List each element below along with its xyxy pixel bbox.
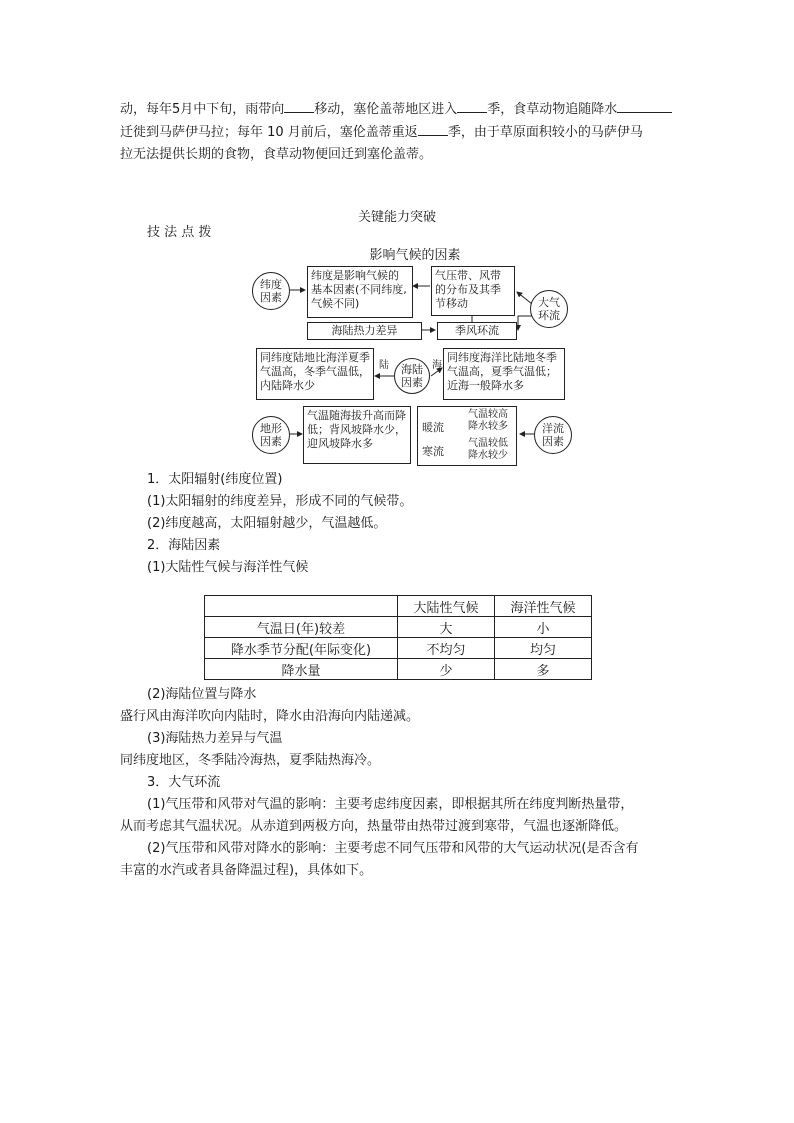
- table-cell: 小: [495, 617, 592, 638]
- intro-line-1: [120, 98, 672, 121]
- table-cell: 不均匀: [398, 638, 495, 659]
- point-2-1: (1)大陆性气候与海洋性气候: [147, 560, 309, 575]
- table-header-cell: 大陆性气候: [398, 596, 495, 617]
- land-effect-box: 同纬度陆地比海洋夏季气温高，冬季气温低，内陆降水少: [256, 348, 374, 400]
- point-2-3-text: 同纬度地区，冬季陆冷海热，夏季陆热海冷。: [120, 753, 381, 768]
- point-2-3: (3)海陆热力差异与气温: [147, 731, 283, 746]
- text: 动，每年5月中下旬，雨带向: [120, 102, 285, 117]
- table-cell: 少: [398, 659, 495, 680]
- section-title: 关键能力突破: [357, 210, 436, 225]
- fill-blank: [284, 98, 314, 113]
- table-header-row: [205, 596, 592, 617]
- table-row: [205, 659, 592, 680]
- table-cell: 气温日(年)较差: [205, 617, 398, 638]
- fill-blank: [418, 121, 448, 136]
- sea-label: 海: [432, 360, 442, 371]
- point-1-1: (1)太阳辐射的纬度差异，形成不同的气候带。: [147, 494, 413, 509]
- text: 移动，塞伦盖蒂地区进入: [314, 102, 458, 117]
- warm-current-effect: 气温较高 降水较多: [468, 409, 508, 432]
- cold-current-label: 寒流: [422, 445, 444, 458]
- heading-land-sea: 2．海陆因素: [147, 538, 221, 553]
- table-header-cell: [205, 596, 398, 617]
- heading-atmospheric-circulation: 3．大气环流: [147, 775, 221, 790]
- table-cell: 均匀: [495, 638, 592, 659]
- atmospheric-circulation-circle: 大气 环流: [530, 290, 568, 328]
- point-3-1-line-1: (1)气压带和风带对气温的影响：主要考虑纬度因素，即根据其所在纬度判断热量带，: [147, 797, 634, 812]
- latitude-factor-circle: 纬度 因素: [252, 272, 290, 310]
- table-cell: 降水季节分配(年际变化): [205, 638, 398, 659]
- climate-comparison-table: [204, 595, 592, 680]
- latitude-box: 纬度是影响气候的基本因素(不同纬度,气候不同): [307, 266, 413, 318]
- point-2-2-text: 盛行风由海洋吹向内陆时，降水由沿海向内陆递减。: [120, 709, 420, 724]
- monsoon-box: 季风环流: [437, 322, 517, 340]
- text: 季，食草动物追随降水: [487, 102, 618, 117]
- text: 迁徙到马萨伊马拉；每年 10 月前后，塞伦盖蒂重返: [120, 125, 418, 140]
- table-row: [205, 638, 592, 659]
- intro-line-3: 拉无法提供长期的食物，食草动物便回迁到塞伦盖蒂。: [120, 147, 433, 162]
- point-1-2: (2)纬度越高，太阳辐射越少，气温越低。: [147, 516, 387, 531]
- terrain-box: 气温随海拔升高而降低；背风坡降水少，迎风坡降水多: [303, 406, 411, 464]
- heading-solar-radiation: 1．太阳辐射(纬度位置): [147, 472, 283, 487]
- pressure-wind-box: 气压带、风带的分布及其季节移动: [431, 266, 515, 316]
- warm-current-label: 暖流: [422, 421, 444, 434]
- cold-current-effect: 气温较低 降水较少: [468, 438, 508, 461]
- intro-line-2: [120, 121, 643, 144]
- point-3-1-line-2: 从而考虑其气温状况。从赤道到两极方向，热量带由热带过渡到寒带，气温也逐渐降低。: [120, 819, 628, 834]
- heat-difference-box: 海陆热力差异: [307, 322, 422, 340]
- diagram-title: 影响气候的因素: [369, 248, 461, 263]
- subsection-title: 技 法 点 拨: [147, 225, 212, 240]
- fill-blank: [457, 98, 487, 113]
- table-header-cell: 海洋性气候: [495, 596, 592, 617]
- land-label: 陆: [379, 360, 389, 371]
- table-row: [205, 617, 592, 638]
- ocean-current-factor-circle: 洋流 因素: [534, 416, 572, 454]
- table-cell: 多: [495, 659, 592, 680]
- point-3-2-line-2: 丰富的水汽或者具备降温过程)，具体如下。: [120, 863, 373, 878]
- text: 季，由于草原面积较小的马萨伊马: [447, 125, 643, 140]
- table-cell: 降水量: [205, 659, 398, 680]
- point-2-2: (2)海陆位置与降水: [147, 687, 257, 702]
- sea-effect-box: 同纬度海洋比陆地冬季气温高，夏季气温低；近海一般降水多: [443, 348, 565, 400]
- fill-blank: [617, 98, 672, 113]
- land-sea-factor-circle: 海陆 因素: [394, 358, 430, 394]
- terrain-factor-circle: 地形 因素: [252, 416, 290, 454]
- table-cell: 大: [398, 617, 495, 638]
- climate-factors-diagram: [250, 258, 580, 468]
- point-3-2-line-1: (2)气压带和风带对降水的影响：主要考虑不同气压带和风带的大气运动状况(是否含有: [147, 841, 639, 856]
